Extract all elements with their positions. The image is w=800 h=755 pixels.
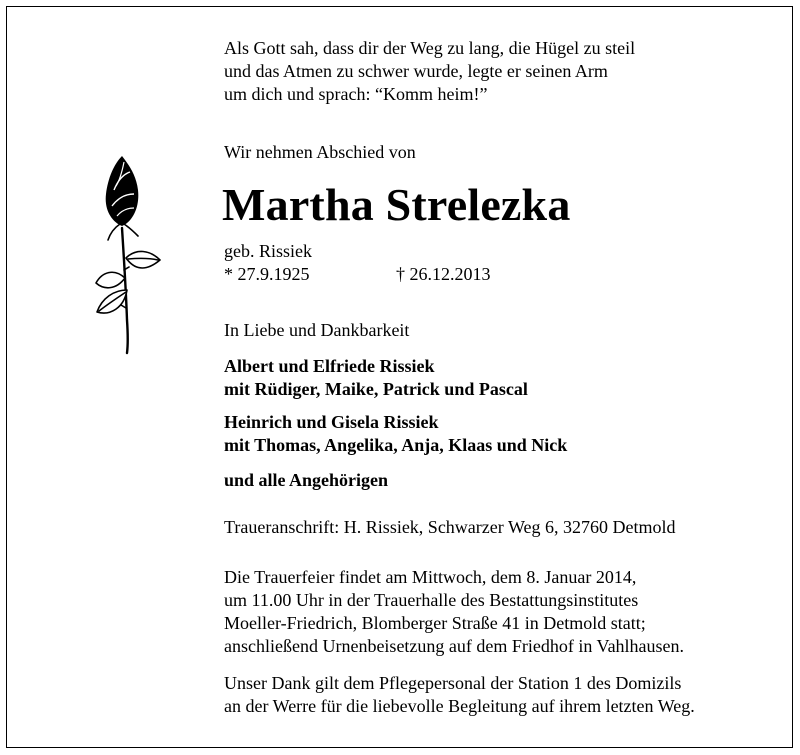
gratitude-text: In Liebe und Dankbarkeit — [224, 320, 410, 340]
intro-text: Wir nehmen Abschied von — [224, 142, 416, 162]
family-line: mit Rüdiger, Maike, Patrick und Pascal — [224, 379, 528, 399]
rose-icon — [84, 150, 164, 355]
poem-line: und das Atmen zu schwer wurde, legte er seinen Arm — [224, 61, 608, 81]
ceremony-line: um 11.00 Uhr in der Trauerhalle des Bestattungsinstitutes — [224, 590, 639, 610]
poem-line: um dich und sprach: “Komm heim!” — [224, 84, 488, 104]
family-line: mit Thomas, Angelika, Anja, Klaas und Nick — [224, 435, 568, 455]
birth-date: * 27.9.1925 — [224, 264, 310, 284]
ceremony-line: Moeller-Friedrich, Blomberger Straße 41 in Detmold statt; — [224, 613, 646, 633]
death-date: † 26.12.2013 — [396, 264, 491, 284]
family-line: Heinrich und Gisela Rissiek — [224, 412, 439, 432]
maiden-name: geb. Rissiek — [224, 241, 312, 261]
relatives-text: und alle Angehörigen — [224, 470, 389, 490]
deceased-name: Martha Strelezka — [222, 179, 571, 230]
address-text: Traueranschrift: H. Rissiek, Schwarzer Weg 6, 32760 Detmold — [224, 517, 676, 537]
thanks-line: Unser Dank gilt dem Pflegepersonal der Station 1 des Domizils — [224, 673, 682, 693]
ceremony-line: Die Trauerfeier findet am Mittwoch, dem 8. Januar 2014, — [224, 567, 637, 587]
poem-line: Als Gott sah, dass dir der Weg zu lang, die Hügel zu steil — [224, 38, 636, 58]
ceremony-line: anschließend Urnenbeisetzung auf dem Friedhof in Vahlhausen. — [224, 636, 685, 656]
thanks-line: an der Werre für die liebevolle Begleitung auf ihrem letzten Weg. — [224, 696, 695, 716]
family-line: Albert und Elfriede Rissiek — [224, 356, 435, 376]
